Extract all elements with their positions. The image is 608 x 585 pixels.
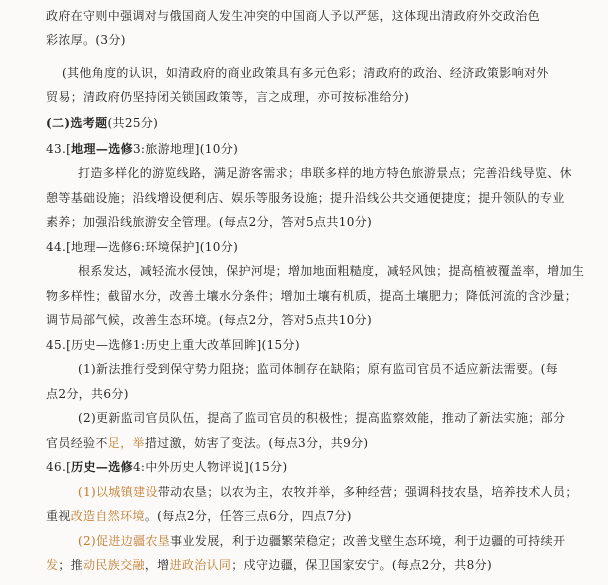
- text-line: (其他角度的认识，如清政府的商业政策具有多元色彩；清政府的政治、经济政策影响对外: [62, 66, 549, 80]
- section-heading: [46, 115, 158, 131]
- text-line: 憩等基础设施；沿线增设便利店、娱乐等服务设施；提升沿线公共交通便捷度；提升领队的专业: [46, 191, 565, 205]
- text-line: 根系发达，减轻流水侵蚀，保护河堤；增加地面粗糙度，减轻风蚀；提高植被覆盖率，增加生: [78, 264, 585, 278]
- question-heading: 44.[地理—选修6:环境保护](10分): [46, 240, 239, 254]
- text-line: 政府在守则中强调对与俄国商人发生冲突的中国商人予以严惩，这体现出清政府外交政治色: [46, 9, 541, 23]
- text-line: 物多样性；截留水分，改善土壤水分条件；增加土壤有机质，提高土壤肥力；降低河流的含沙量；: [46, 289, 578, 303]
- question-heading: 46.[历史—选修4:中外历史人物评说](15分): [46, 460, 288, 474]
- text-line: 发；推动民族交融，增进政治认同；戍守边疆，保卫国家安宁。(每点2分，共8分): [46, 558, 492, 572]
- text-line: (2)更新监司官员队伍，提高了监司官员的积极性；提高监察效能，推动了新法实施；部分: [78, 411, 566, 425]
- text-line: 官员经验不足，举措过激，妨害了变法。(每点3分，共9分): [46, 436, 369, 450]
- text-line: (1)以城镇建设带动农垦；以农为主，农牧并举，多种经营；强调科技农垦，培养技术人员；: [78, 485, 578, 499]
- section-title: (二)选考题: [46, 116, 108, 130]
- text-line: 贸易；清政府仍坚持闭关锁国政策等，言之成理，亦可按标准给分): [46, 90, 410, 104]
- text-line: 调节局部气候，改善生态环境。(每点2分，答对5点共10分): [46, 313, 373, 327]
- text-line: 彩浓厚。(3分): [46, 33, 126, 47]
- text-line: (2)促进边疆农垦事业发展，利于边疆繁荣稳定；改善戈壁生态环境，利于边疆的可持续开: [78, 534, 566, 548]
- question-heading: 43.[地理—选修3:旅游地理](10分): [46, 142, 239, 156]
- section-score: (共25分): [107, 116, 159, 130]
- text-line: (1)新法推行受到保守势力阻挠；监司体制存在缺陷；原有监司官员不适应新法需要。(每: [78, 362, 559, 376]
- text-line: 打造多样化的游览线路，满足游客需求；串联多样的地方特色旅游景点；完善沿线导览、休: [78, 166, 573, 180]
- text-line: 重视改造自然环境。(每点2分，任答三点6分，四点7分): [46, 509, 352, 523]
- text-line: 素养；加强沿线旅游安全管理。(每点2分，答对5点共10分): [46, 215, 373, 229]
- text-line: 点2分，共6分): [46, 387, 129, 401]
- question-heading: 45.[历史—选修1:历史上重大改革回眸](15分): [46, 338, 300, 352]
